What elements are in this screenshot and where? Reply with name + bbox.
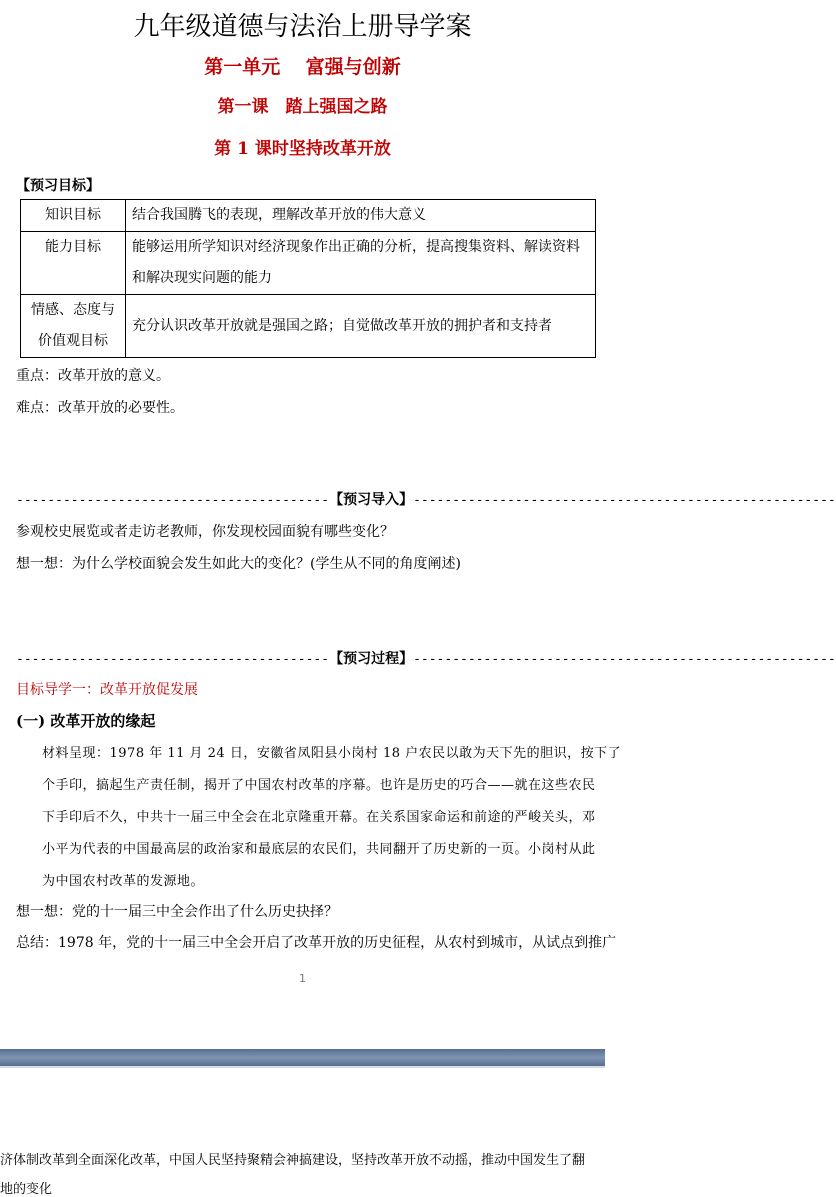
goals-row-ability: [21, 232, 596, 295]
goal-content: [126, 232, 596, 295]
summary-text: 总结：1978 年，党的十一届三中全会开启了改革开放的历史征程，从农村到城市，从试点到推广: [16, 935, 617, 951]
process-divider: [16, 648, 836, 668]
divider-dashes: ----------------------------------------: [16, 652, 330, 667]
subheading: (一) 改革开放的缘起: [16, 712, 156, 730]
material-line: 下手印后不久，中共十一届三中全会在北京隆重开幕。在关系国家命运和前途的严峻关头，邓: [42, 810, 596, 825]
goals-table: [20, 199, 596, 358]
intro-question: 参观校史展览或者走访老教师，你发现校园面貌有哪些变化？: [16, 524, 394, 540]
material-line: 小平为代表的中国最高层的政治家和最底层的农民们，共同翻开了历史新的一页。小岗村从此: [42, 842, 596, 857]
page2-line: 济体制改革到全面深化改革，中国人民坚持聚精会神搞建设，坚持改革开放不动摇，推动中国发生了翻: [0, 1153, 586, 1168]
material-line: 为中国农村改革的发源地。: [42, 874, 205, 889]
divider-dashes: ----------------------------------------: [16, 493, 330, 508]
page-break-shadow: [0, 1066, 605, 1068]
lesson-title: 第一课 踏上强国之路: [217, 97, 388, 117]
process-heading: 【预习过程】: [329, 651, 414, 667]
focus-point: 重点：改革开放的意义。: [16, 368, 170, 384]
goal-content: 充分认识改革开放就是强国之路；自觉做改革开放的拥护者和支持者: [126, 295, 596, 358]
goals-row-knowledge: [21, 200, 596, 232]
goal-content-line: 能够运用所学知识对经济现象作出正确的分析，提高搜集资料、解读资料: [132, 239, 580, 255]
goal-label-line: 价值观目标: [38, 333, 108, 349]
difficulty-point: 难点：改革开放的必要性。: [16, 400, 184, 416]
goal-label-line: 情感、态度与: [31, 302, 115, 318]
goal-label: [21, 295, 126, 358]
page2-line: 地的变化: [0, 1182, 53, 1197]
goal-content-line: 和解决现实问题的能力: [132, 270, 272, 286]
goals-row-values: [21, 295, 596, 358]
period-title: 第 1 课时坚持改革开放: [214, 139, 391, 159]
goal-label: 能力目标: [21, 232, 126, 295]
goal-content: 结合我国腾飞的表现，理解改革开放的伟大意义: [126, 200, 596, 232]
divider-dashes: ------------------------------------------------------: [413, 493, 836, 508]
intro-think: 想一想：为什么学校面貌会发生如此大的变化？(学生从不同的角度阐述): [16, 556, 461, 572]
think-question: 想一想：党的十一届三中全会作出了什么历史抉择？: [16, 904, 338, 920]
goal-label: 知识目标: [21, 200, 126, 232]
goals-heading: 【预习目标】: [16, 178, 100, 194]
divider-dashes: ------------------------------------------------------: [413, 652, 836, 667]
page-number: 1: [299, 972, 306, 985]
guide-title: 目标导学一：改革开放促发展: [16, 682, 198, 698]
unit-title: 第一单元 富强与创新: [204, 56, 401, 78]
material-line: 材料呈现：1978 年 11 月 24 日，安徽省凤阳县小岗村 18 户农民以敢为天下先的胆识，按下了: [42, 746, 622, 761]
material-line: 个手印，搞起生产责任制，揭开了中国农村改革的序幕。也许是历史的巧合——就在这些农民: [42, 778, 596, 793]
document-title: 九年级道德与法治上册导学案: [133, 12, 472, 42]
intro-divider: [16, 489, 836, 509]
page-break: [0, 1049, 605, 1066]
intro-heading: 【预习导入】: [329, 492, 414, 508]
